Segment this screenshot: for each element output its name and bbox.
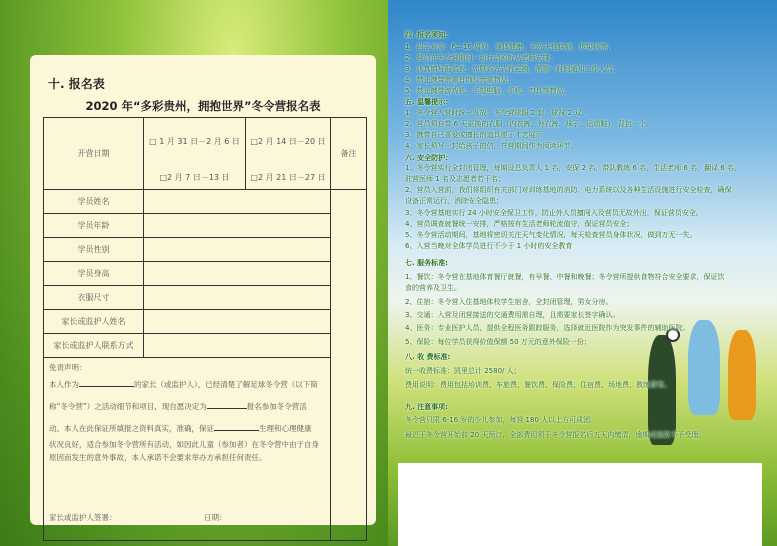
guardian-contact-input[interactable] [144,334,331,358]
info-heading: 七. 服务标准: [405,259,448,267]
info-line: 1、冬令营入营时统一发放：冬令营球服 2 套，球袜 2 双。 [405,109,589,117]
info-line: 4、营员调查就餐统一安排，严格按有生活老师轮流值守，保证营员安全； [405,220,634,228]
field-label: 学员姓名 [44,190,144,214]
info-line: 1、冬令营实行全封闭管理，每期设总负责人 1 名，安保 2 名，带队教练 6 名，生活老师 6 名，翻译 6 名， [405,164,741,172]
info-line: 统一收费标准：凯里总计 2580/ 人； [405,367,521,375]
info-line: 4、医务：专业医护人员，提供全程医务跟踪服务，选择就近医院作为突发事件的辅助医院。 [405,324,690,332]
remark-label: 备注 [331,118,367,190]
disclaimer-text: 报名参加冬令营活 [246,402,307,411]
info-heading: 八. 收 费标准: [405,353,451,361]
date-option[interactable]: □2 月 14 日－20 日 [246,118,331,166]
disclaimer-text: 状况良好，适合参加冬令营所有活动，如因此儿童（参加者）在冬令营中由于自身原因而发生的意外事故，本人承诺不会要求举办方承担任何责任。 [49,440,319,462]
info-line: 1、招生对象：6—16 周岁，身体健康，无先天性疾病，传染病等； [405,43,615,51]
date-sign-label[interactable]: 日期： [204,513,227,522]
field-label: 学员年龄 [44,214,144,238]
registration-table [43,117,367,541]
blank-field[interactable] [214,430,259,431]
info-heading: 四. 报名须知： [405,31,453,39]
right-page [388,0,777,546]
info-line: 3、冬令营基地实行 24 小时安全保卫工作，防止外人员擅闯入及营员无故外出，保证营员安全。 [405,209,703,217]
player-silhouette [688,320,720,415]
date-option[interactable]: □ 1 月 31 日－2 月 6 日 [144,118,246,166]
info-heading: 六. 安全防护： [405,154,453,162]
section-title: 十. 报名表 [48,77,105,91]
info-line: 驻营医师 1 名及志愿者若干名； [405,175,505,183]
disclaimer-title: 免责声明： [49,363,87,372]
field-label: 学员性别 [44,238,144,262]
field-label: 学员身高 [44,262,144,286]
blank-area [398,463,762,546]
info-line: 1、餐饮：冬令营在基地体育餐厅就餐，有早餐、中餐和晚餐；冬令营所提供食物符合安全要求，保证饮 [405,273,725,281]
date-option[interactable]: □2 月 21 日－27 日 [246,166,331,190]
info-line: 食的营养及卫生。 [405,284,461,292]
info-line: 5、禁止携带游戏机、手提电脑、手机、刀具等物品。 [405,87,571,95]
disclaimer-text: 称“冬令营”）之活动细节和项目，现自愿决定为 [49,402,207,411]
registration-form-panel [30,55,376,525]
form-title: 2020 年“多彩贵州，拥抱世界”冬令营报名表 [85,99,321,113]
info-line: 3、携带自己喜爱或擅长的道具便于才艺展示 [405,131,543,139]
info-line: 费用说明：费用包括培训费、车旅费、餐饮费、保险费、住宿费、场地费、教练费等。 [405,381,671,389]
info-line: 6、入营当晚对全体学员进行不少于 1 小时的安全教育 [405,242,573,250]
player-silhouette [648,335,676,445]
disclaimer [44,358,331,541]
disclaimer-text: 的家长（或监护人），已经清楚了解足球冬令营（以下简 [134,380,318,389]
info-line: 设备正常运行，消除安全隐患； [405,197,503,205]
disclaimer-text: 生理和心理健康 [259,424,312,433]
blank-field[interactable] [79,386,134,387]
info-line: 4、家长须写一封给孩子的信，并营期间作为阅读环节。 [405,142,578,150]
info-line: 3、认真填写报名表，如联系方式有更换，需第一时间通知工作人员； [405,65,620,73]
clothing-size-input[interactable] [144,286,331,310]
signature-label[interactable]: 家长或监护人签署： [49,513,117,522]
info-line: 最迟于冬令营开始前 20 天预订，全部费用须于冬令营报名后五天内缴清，逾期或退款不予受理。 [405,431,706,439]
field-label: 家长或监护人姓名 [44,310,144,334]
player-silhouette [728,330,756,420]
info-line: 4、禁止携带贵重首饰及贵重物品； [405,76,515,84]
field-label: 家长或监护人联系方式 [44,334,144,358]
date-option[interactable]: □2 月 7 日－13 日 [144,166,246,190]
blank-field[interactable] [207,408,247,409]
student-age-input[interactable] [144,214,331,238]
info-line: 2、营员在冬令营期间一切行动须听从老师安排； [405,54,557,62]
student-height-input[interactable] [144,262,331,286]
info-line: 3、交通：入营及闭营接送的交通费用需自理，且需要家长签字确认。 [405,311,620,319]
student-gender-input[interactable] [144,238,331,262]
guardian-name-input[interactable] [144,310,331,334]
info-line: 5、保险：每位学员获得价值保额 50 万元的意外保险一份； [405,338,591,346]
info-line: 2、营员须自带 6 天更换的衣服（内衣裤、外衣裤、袜子、运动鞋），背包一个。 [405,120,653,128]
info-heading: 五. 温馨提示： [405,98,453,106]
info-line: 2、住宿：冬令营入住基地体校学生宿舍，全封闭管理，男女分房。 [405,298,613,306]
remark-cell[interactable] [331,190,367,541]
info-line: 2、营员入营前，我们将组织有关部门对训练基地的消防、电力系统以及各种生活设施进行安全检查，确保 [405,186,732,194]
field-label: 衣服尺寸 [44,286,144,310]
info-line: 冬令营只限 6-16 岁的少儿参加，每营 180 人以上方可成团。 [405,416,598,424]
info-heading: 九. 注意事项: [405,403,448,411]
disclaimer-text: 本人作为 [49,380,79,389]
info-line: 5、冬令营活动期间，基地将密切关注天气变化情况，每天检查营员身体状况，做到万无一失。 [405,231,697,239]
left-page [0,0,388,546]
date-label: 开营日期 [44,118,144,190]
disclaimer-text: 动。本人在此保证所填报之资料真实，准确，保证 [49,424,214,433]
student-name-input[interactable] [144,190,331,214]
